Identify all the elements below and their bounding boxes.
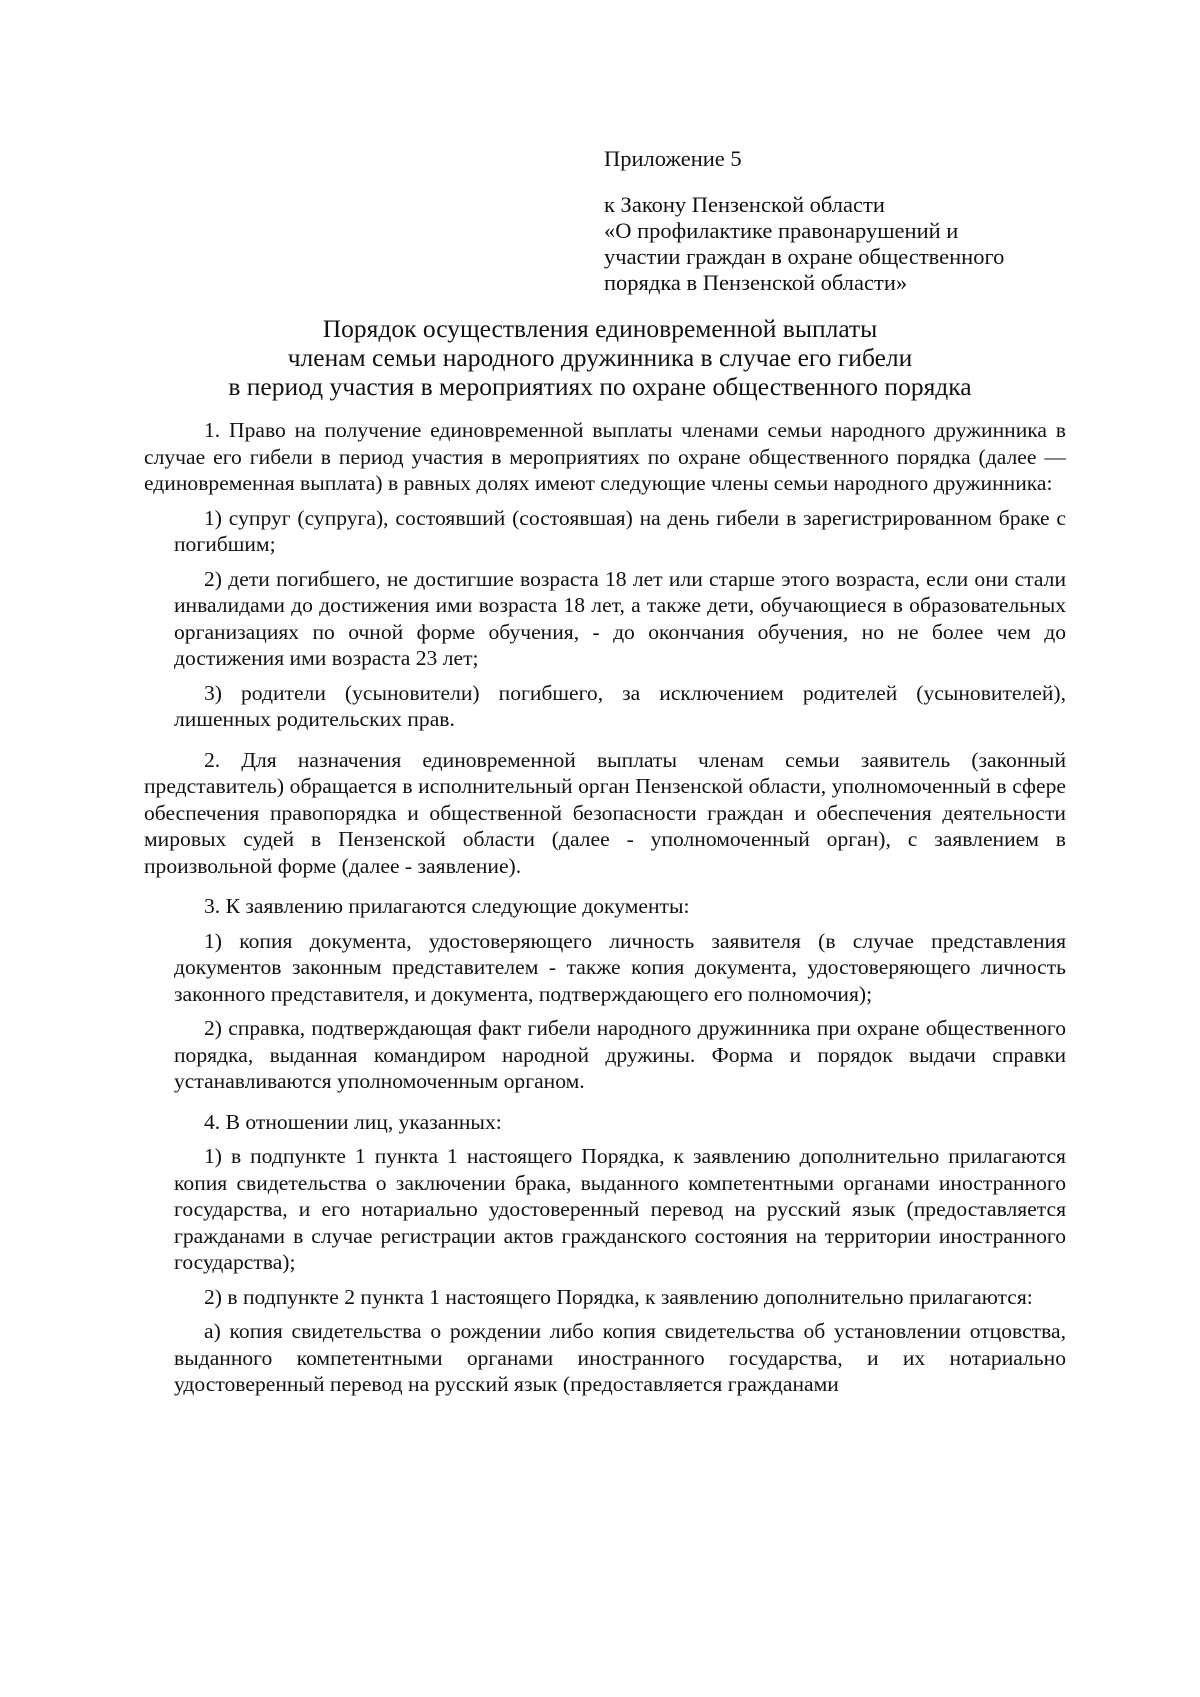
appendix-reference-line: к Закону Пензенской области — [604, 192, 885, 217]
paragraph-1-item-2: 2) дети погибшего, не достигшие возраста 18 лет или старше этого возраста, если они стали инвалидами до достижения ими возраста 18 лет, а также дети, обучающиеся в образовательных организациях по очной форме обучения, - до окончания обучения, но не более чем до достижения ими возраста 23 лет; — [174, 566, 1066, 670]
title-line: Порядок осуществления единовременной выплаты — [322, 314, 878, 343]
title-line: членам семьи народного дружинника в случае его гибели — [287, 343, 913, 372]
paragraph-3: 3. К заявлению прилагаются следующие документы: — [204, 894, 690, 918]
paragraph-1-item-3: 3) родители (усыновители) погибшего, за исключением родителей (усыновителей), лишенных родительских прав. — [174, 680, 1066, 731]
appendix-header — [604, 146, 1074, 296]
appendix-reference — [604, 192, 1074, 296]
paragraph-1: 1. Право на получение единовременной выплаты членами семьи народного дружинника в случае его гибели в период участия в мероприятиях по охране общественного порядка (далее — единовременная выплата) в равных долях имеют следующие члены семьи народного дружинника: — [144, 418, 1066, 495]
paragraph-4-item-1: 1) в подпункте 1 пункта 1 настоящего Порядка, к заявлению дополнительно прилагаются копия свидетельства о заключении брака, выданного компетентными органами иностранного государства, и его нотариально удостоверенный перевод на русский язык (предоставляется гражданами в случае регистрации актов гражданского состояния на территории иностранного государства); — [174, 1144, 1066, 1274]
paragraph-4: 4. В отношении лиц, указанных: — [204, 1109, 502, 1134]
document-body — [144, 417, 1066, 1398]
paragraph-3-item-2: 2) справка, подтверждающая факт гибели народного дружинника при охране общественного порядка, выданная командиром народной дружины. Форма и порядок выдачи справки устанавливаются уполномоченным органом. — [174, 1016, 1066, 1093]
title-line: в период участия в мероприятиях по охране общественного порядка — [228, 372, 972, 401]
appendix-reference-line: порядка в Пензенской области» — [604, 270, 908, 295]
paragraph-1-item-1: 1) супруг (супруга), состоявший (состоявшая) на день гибели в зарегистрированном браке с погибшим; — [174, 505, 1066, 556]
appendix-number: Приложение 5 — [604, 146, 742, 171]
paragraph-4-item-2-subitem-a: а) копия свидетельства о рождении либо копия свидетельства об установлении отцовства, выданного компетентными органами иностранного государства, и их нотариально удостоверенный перевод на русский язык (предоставляется гражданами — [174, 1319, 1066, 1396]
paragraph-3-item-1: 1) копия документа, удостоверяющего личность заявителя (в случае представления документов законным представителем - также копия документа, удостоверяющего личность законного представителя, и документа, подтверждающего его полномочия); — [174, 928, 1066, 1006]
document-title — [130, 314, 1070, 401]
paragraph-2: 2. Для назначения единовременной выплаты членам семьи заявитель (законный представитель) обращается в исполнительный орган Пензенской области, уполномоченный в сфере обеспечения правопорядка и общественной безопасности граждан и обеспечения деятельности мировых судей в Пензенской области (далее - уполномоченный орган), с заявлением в произвольной форме (далее - заявление). — [144, 747, 1066, 878]
paragraph-4-item-2: 2) в подпункте 2 пункта 1 настоящего Порядка, к заявлению дополнительно прилагаются: — [204, 1284, 1033, 1309]
appendix-reference-line: «О профилактике правонарушений и — [604, 218, 959, 243]
appendix-reference-line: участии граждан в охране общественного — [604, 244, 1005, 269]
